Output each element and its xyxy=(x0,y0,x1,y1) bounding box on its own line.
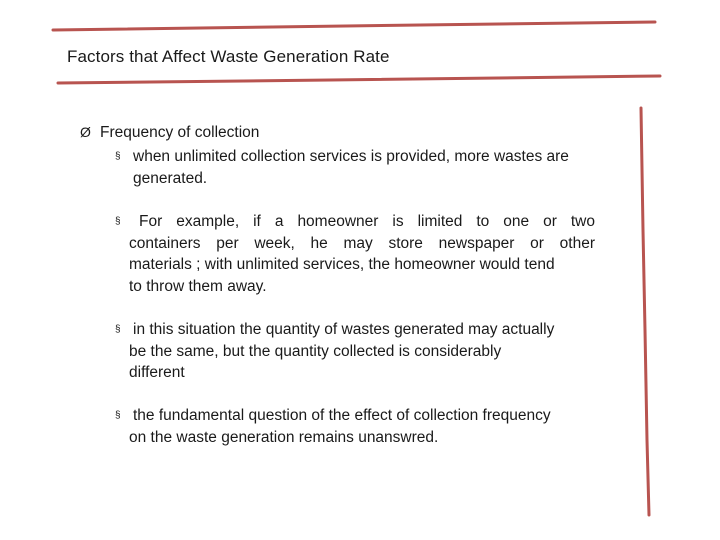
bullet-1 xyxy=(115,146,603,189)
bullet-2-line-1: For example, if a homeowner is limited to one or two xyxy=(139,213,595,230)
slide-title: Factors that Affect Waste Generation Rate xyxy=(67,47,390,66)
bullet-3-line-1: in this situation the quantity of wastes generated may actually xyxy=(133,321,555,338)
bullet-2-line-3: materials ; with unlimited services, the homeowner would tend xyxy=(129,256,555,273)
bullet-2-line-4: to throw them away. xyxy=(129,277,267,295)
bullet-2 xyxy=(115,211,595,297)
heading-frequency xyxy=(80,124,259,142)
heading-text: Frequency of collection xyxy=(100,124,260,141)
title-underline xyxy=(58,76,660,83)
bullet-1-line-2: generated. xyxy=(133,169,208,187)
top-rule xyxy=(53,22,655,30)
bullet-2-line-2: containers per week, he may store newspaper or other xyxy=(129,234,595,252)
bullet-3 xyxy=(115,319,599,384)
right-border xyxy=(641,108,649,515)
bullet-3-line-2: be the same, but the quantity collected is considerably xyxy=(129,342,502,360)
bullet-4-line-1: the fundamental question of the effect of collection frequency xyxy=(133,407,551,424)
bullet-4-line-2: on the waste generation remains unanswred. xyxy=(129,428,439,446)
square-bullet-icon: § xyxy=(115,216,121,227)
square-bullet-icon: § xyxy=(115,324,121,335)
square-bullet-icon: § xyxy=(115,410,121,421)
square-bullet-icon: § xyxy=(115,151,121,162)
bullet-3-line-3: different xyxy=(129,364,185,381)
bullet-1-line-1: when unlimited collection services is provided, more wastes are xyxy=(133,148,569,165)
bullet-4 xyxy=(115,405,599,448)
arrow-bullet-icon: Ø xyxy=(80,124,91,140)
